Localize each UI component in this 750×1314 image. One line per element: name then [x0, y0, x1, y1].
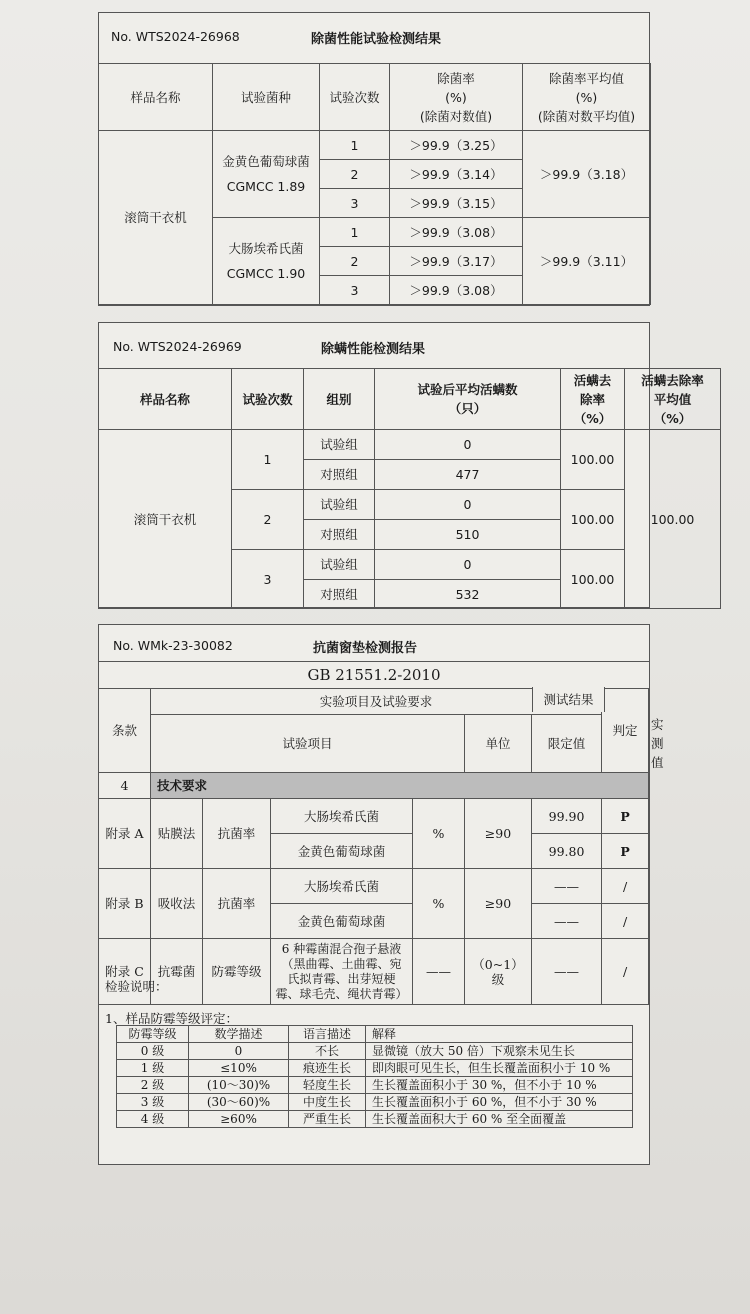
- header-results-overlay: 测试结果: [532, 687, 605, 712]
- report-header: [99, 625, 649, 662]
- antibacterial-mat-report: [98, 624, 664, 1165]
- sterilization-report: [98, 12, 650, 306]
- removal-rate: 100.00: [561, 550, 625, 609]
- mold-description: 6 种霉菌混合孢子悬液 （黑曲霉、土曲霉、宛 氏拟青霉、出芽短梗 霉、球毛壳、绳状青霉）: [271, 939, 413, 1005]
- measured-value: ——: [532, 869, 602, 904]
- grade-math: (30～60)%: [189, 1094, 289, 1111]
- grade-header: 防霉等级: [117, 1026, 189, 1043]
- header-verdict: 判定: [602, 689, 649, 773]
- rate-value: ＞99.9（3.25）: [390, 131, 523, 160]
- trial-number: 2: [320, 160, 390, 189]
- sterilization-table: [98, 63, 651, 305]
- group-label: 试验组: [304, 550, 375, 580]
- trial-number: 3: [320, 276, 390, 305]
- limit: （0~1）级: [465, 939, 532, 1005]
- rate-value: ＞99.9（3.17）: [390, 247, 523, 276]
- grade-math: 0: [189, 1043, 289, 1060]
- grade-explain: 显微镜（放大 50 倍）下观察未见生长: [366, 1043, 633, 1060]
- mite-table: [98, 368, 721, 609]
- strain: 金黄色葡萄球菌: [271, 834, 413, 869]
- header-rate: 除菌率 (%) (除菌对数值): [390, 64, 523, 131]
- grade-desc: 痕迹生长: [289, 1060, 366, 1077]
- grade-level: 1 级: [117, 1060, 189, 1077]
- unit: %: [413, 869, 465, 939]
- grade-header: 数学描述: [189, 1026, 289, 1043]
- grade-explain: 生长覆盖面积小于 30 %，但不小于 10 %: [366, 1077, 633, 1094]
- section-label: 技术要求: [151, 773, 649, 799]
- notes-title: 检验说明：: [105, 979, 168, 994]
- verdict: /: [602, 904, 649, 939]
- mite-count: 510: [375, 520, 561, 550]
- grade-math: ≤10%: [189, 1060, 289, 1077]
- rate-value: ＞99.9（3.15）: [390, 189, 523, 218]
- unit: ——: [413, 939, 465, 1005]
- mold-grade-table: [116, 1025, 633, 1128]
- header-strain: 试验菌种: [213, 64, 320, 131]
- measured-value: 99.90: [532, 799, 602, 834]
- test-item: 抗菌率: [203, 869, 271, 939]
- group-label: 对照组: [304, 580, 375, 609]
- section-clause: 4: [99, 773, 151, 799]
- trial-number: 1: [320, 218, 390, 247]
- verdict: P: [602, 834, 649, 869]
- report-header: [99, 323, 649, 369]
- header-sample: 样品名称: [99, 369, 232, 430]
- trial-number: 1: [232, 430, 304, 490]
- standard-code: GB 21551.2-2010: [99, 662, 649, 689]
- header-sample: 样品名称: [99, 64, 213, 131]
- grade-explain: 即肉眼可见生长，但生长覆盖面积小于 10 %: [366, 1060, 633, 1077]
- group-label: 试验组: [304, 430, 375, 460]
- header-unit: 单位: [465, 715, 532, 773]
- measured-value: ——: [532, 939, 602, 1005]
- method: 抗霉菌: [151, 939, 203, 1005]
- strain: 大肠埃希氏菌: [271, 869, 413, 904]
- grade-desc: 中度生长: [289, 1094, 366, 1111]
- grade-math: ≥60%: [189, 1111, 289, 1128]
- header-count: 试验后平均活螨数 （只）: [375, 369, 561, 430]
- strain-name: 大肠埃希氏菌 CGMCC 1.90: [213, 218, 320, 305]
- limit: ≥90: [465, 869, 532, 939]
- mite-count: 532: [375, 580, 561, 609]
- measured-value: 99.80: [532, 834, 602, 869]
- test-item: 防霉等级: [203, 939, 271, 1005]
- grade-title: 1、样品防霉等级评定：: [105, 1011, 238, 1026]
- header-trial: 试验次数: [232, 369, 304, 430]
- report-number: No. WTS2024-26968: [111, 29, 240, 44]
- grade-desc: 严重生长: [289, 1111, 366, 1128]
- rate-value: ＞99.9（3.08）: [390, 218, 523, 247]
- rate-value: ＞99.9（3.08）: [390, 276, 523, 305]
- verdict: /: [602, 939, 649, 1005]
- mite-count: 0: [375, 550, 561, 580]
- verdict: P: [602, 799, 649, 834]
- trial-number: 3: [232, 550, 304, 609]
- header-clause: 条款: [99, 689, 151, 773]
- mat-table: [98, 688, 664, 1005]
- strain: 大肠埃希氏菌: [271, 799, 413, 834]
- measured-value: ——: [532, 904, 602, 939]
- grade-explain: 生长覆盖面积小于 60 %，但不小于 30 %: [366, 1094, 633, 1111]
- removal-rate: 100.00: [561, 490, 625, 550]
- grade-header: 解释: [366, 1026, 633, 1043]
- header-test-item: 试验项目: [151, 715, 465, 773]
- group-label: 对照组: [304, 460, 375, 490]
- grade-level: 4 级: [117, 1111, 189, 1128]
- strain-name: 金黄色葡萄球菌 CGMCC 1.89: [213, 131, 320, 218]
- grade-level: 0 级: [117, 1043, 189, 1060]
- verdict: /: [602, 869, 649, 904]
- report-header: [99, 13, 649, 64]
- sample-name: 滚筒干衣机: [99, 131, 213, 305]
- report-title: 抗菌窗垫检测报告: [313, 641, 418, 656]
- report-title: 除菌性能试验检测结果: [311, 32, 442, 47]
- sample-name: 滚筒干衣机: [99, 430, 232, 609]
- report-number: No. WTS2024-26969: [113, 339, 242, 354]
- method: 贴膜法: [151, 799, 203, 869]
- header-trial: 试验次数: [320, 64, 390, 131]
- removal-rate: 100.00: [561, 430, 625, 490]
- grade-explain: 生长覆盖面积大于 60 % 至全面覆盖: [366, 1111, 633, 1128]
- appendix-b: 附录 B: [99, 869, 151, 939]
- average-value: ＞99.9（3.18）: [523, 131, 651, 218]
- group-label: 试验组: [304, 490, 375, 520]
- mite-count: 0: [375, 490, 561, 520]
- rate-value: ＞99.9（3.14）: [390, 160, 523, 189]
- grade-header: 语言描述: [289, 1026, 366, 1043]
- header-average: 除菌率平均值 (%) (除菌对数平均值): [523, 64, 651, 131]
- header-group: 组别: [304, 369, 375, 430]
- grade-desc: 轻度生长: [289, 1077, 366, 1094]
- grade-level: 2 级: [117, 1077, 189, 1094]
- trial-number: 1: [320, 131, 390, 160]
- group-label: 对照组: [304, 520, 375, 550]
- average-rate: 100.00: [625, 430, 721, 609]
- mite-count: 0: [375, 430, 561, 460]
- unit: %: [413, 799, 465, 869]
- header-limit: 限定值: [532, 715, 602, 773]
- grade-desc: 不长: [289, 1043, 366, 1060]
- test-item: 抗菌率: [203, 799, 271, 869]
- report-title: 除螨性能检测结果: [321, 342, 426, 357]
- report-number: No. WMk-23-30082: [113, 638, 233, 653]
- grade-math: (10～30)%: [189, 1077, 289, 1094]
- header-average: 活螨去除率 平均值 （%）: [625, 369, 721, 430]
- limit: ≥90: [465, 799, 532, 869]
- strain: 金黄色葡萄球菌: [271, 904, 413, 939]
- grade-level: 3 级: [117, 1094, 189, 1111]
- appendix-c: 附录 C: [99, 939, 151, 1005]
- mite-count: 477: [375, 460, 561, 490]
- header-rate: 活螨去 除率 （%）: [561, 369, 625, 430]
- method: 吸收法: [151, 869, 203, 939]
- appendix-a: 附录 A: [99, 799, 151, 869]
- mite-removal-report: [98, 322, 704, 608]
- trial-number: 3: [320, 189, 390, 218]
- trial-number: 2: [232, 490, 304, 550]
- header-measured: 实测值: [651, 717, 664, 770]
- trial-number: 2: [320, 247, 390, 276]
- average-value: ＞99.9（3.11）: [523, 218, 651, 305]
- header-items: 实验项目及试验要求: [151, 689, 602, 715]
